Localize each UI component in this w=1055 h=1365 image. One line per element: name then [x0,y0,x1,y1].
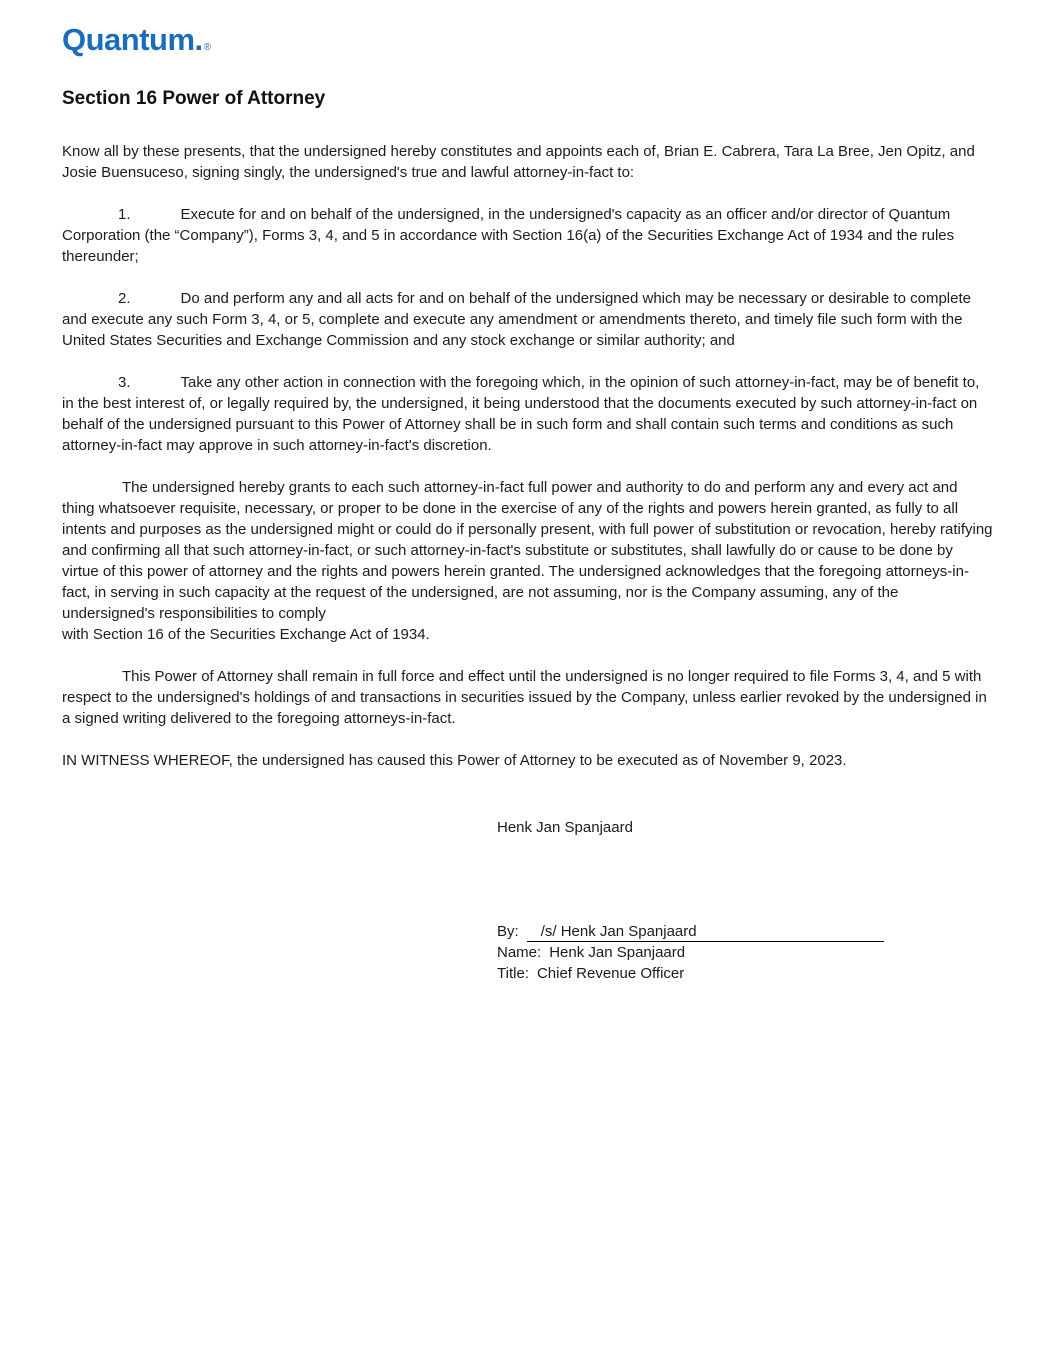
name-label: Name: [497,944,542,961]
signature-name-line [497,942,993,963]
signature-text: /s/ Henk Jan Spanjaard [540,923,697,940]
signature-block [497,921,993,984]
witness-clause: IN WITNESS WHEREOF, the undersigned has caused this Power of Attorney to be executed as of November 9, 2023. [62,752,847,769]
numbered-item-1 [62,204,993,267]
signature-line [527,922,884,942]
item-2-text: Do and perform any and all acts for and on behalf of the undersigned which may be necessary or desirable to complete and execute any such Form 3, 4, or 5, complete and execute any amendment or amendments thereto, and timely file such form with the United States Securities and Exchange Commission and any stock exchange or similar authority; and [62,290,971,349]
title-label: Title: [497,965,529,982]
by-label: By: [497,923,519,940]
title-value: Chief Revenue Officer [536,965,685,982]
grant-paragraph-text: The undersigned hereby grants to each such attorney-in-fact full power and authority to do and perform any and every act and thing whatsoever requisite, necessary, or proper to be done in the exercise of any of the rights and powers herein granted, as fully to all intents and purposes as the undersigned might or could do if personally present, with full power of substitution or revocation, hereby ratifying and confirming all that such attorney-in-fact, or such attorney-in-fact's substitute or substitutes, shall lawfully do or cause to be done by virtue of this power of attorney and the rights and powers herein granted. The undersigned acknowledges that the foregoing attorneys-in-fact, in serving in such capacity at the request of the undersigned, are not assuming, nor is the Company assuming, any of the undersigned's responsibilities to comply [62,479,993,622]
intro-paragraph: Know all by these presents, that the undersigned hereby constitutes and appoints each of, Brian E. Cabrera, Tara La Bree, Jen Opitz, and Josie Buensuceso, signing singly, the undersigned's true and lawful attorney-in-fact to: [62,143,975,181]
duration-paragraph: This Power of Attorney shall remain in full force and effect until the undersigned is no longer required to file Forms 3, 4, and 5 with respect to the undersigned's holdings of and transactions in securities issued by the Company, unless earlier revoked by the undersigned in a signed writing delivered to the foregoing attorneys-in-fact. [62,668,987,727]
item-1-text: Execute for and on behalf of the undersigned, in the undersigned's capacity as an officer and/or director of Quantum Corporation (the “Company”), Forms 3, 4, and 5 in accordance with Section 16(a) of the Securities Exchange Act of 1934 and the rules thereunder; [62,206,955,265]
grant-paragraph-continuation: with Section 16 of the Securities Exchange Act of 1934. [62,626,430,643]
quantum-logo-text: Quantum. [62,22,203,57]
quantum-logo [62,22,993,66]
registered-trademark-icon: ® [203,42,211,53]
item-1-number: 1. [118,206,131,223]
item-2-number: 2. [118,290,131,307]
numbered-item-3 [62,372,993,456]
item-3-text: Take any other action in connection with the foregoing which, in the opinion of such attorney-in-fact, may be of benefit to, in the best interest of, or legally required by, the undersigned, it being understood that the documents executed by such attorney-in-fact on behalf of the undersigned pursuant to this Power of Attorney shall be in such form and shall contain such terms and conditions as such attorney-in-fact may approve in such attorney-in-fact's discretion. [62,374,980,454]
item-3-number: 3. [118,374,131,391]
signatory-name: Henk Jan Spanjaard [497,819,633,836]
numbered-item-2 [62,288,993,351]
signature-title-line [497,963,993,984]
grant-paragraph [62,477,993,645]
name-value: Henk Jan Spanjaard [549,944,686,961]
page-title: Section 16 Power of Attorney [62,88,326,109]
signature-by-line [497,921,993,942]
